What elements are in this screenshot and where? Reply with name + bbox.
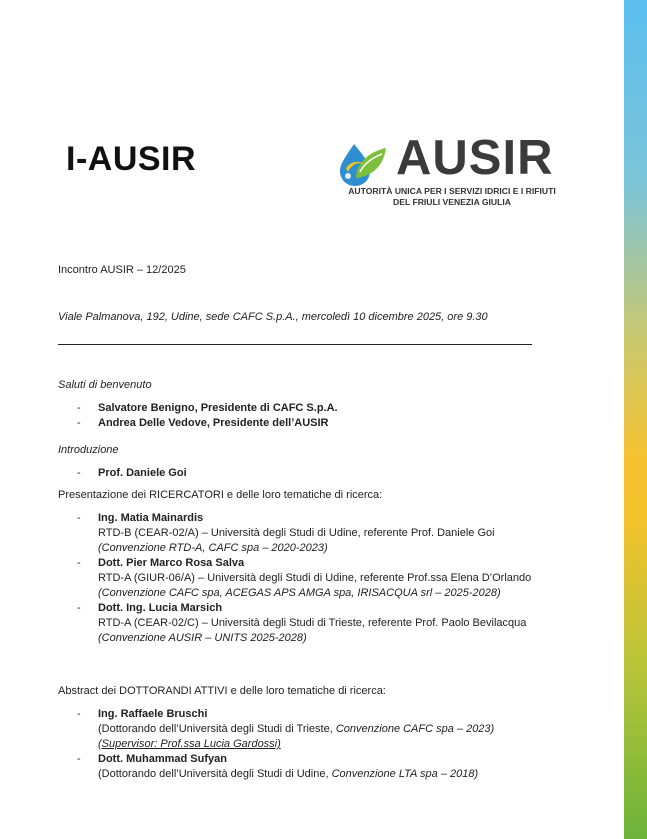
researcher-name: Dott. Pier Marco Rosa Salva (98, 557, 245, 569)
list-dash: - (77, 402, 81, 414)
researcher-item (58, 556, 618, 601)
researcher-item (58, 601, 618, 646)
list-dash: - (77, 708, 81, 720)
researcher-role: RTD-A (GIUR-06/A) – Università degli Studi di Udine, referente Prof.ssa Elena D’Orlando (98, 572, 532, 584)
researcher-role: RTD-B (CEAR-02/A) – Università degli Studi di Udine, referente Prof. Daniele Goi (98, 527, 495, 539)
meeting-title: Incontro AUSIR – 12/2025 (58, 264, 186, 276)
researchers-label: Presentazione dei RICERCATORI e delle loro tematiche di ricerca: (58, 489, 383, 501)
intro-list (58, 466, 618, 481)
list-dash: - (77, 557, 81, 569)
agenda-content (58, 378, 618, 782)
list-item (58, 466, 618, 481)
phd-convention: Convenzione LTA spa – 2018) (331, 768, 479, 780)
document-title: I-AUSIR (66, 140, 197, 178)
list-dash: - (77, 417, 81, 429)
welcome-list (58, 401, 618, 431)
researcher-name: Dott. Ing. Lucia Marsich (98, 602, 223, 614)
phd-affiliation-text: (Dottorando dell’Università degli Studi di Udine, (98, 768, 332, 780)
phd-name: Dott. Muhammad Sufyan (98, 753, 227, 765)
phd-supervisor: (Supervisor: Prof.ssa Lucia Gardossi) (98, 738, 281, 750)
water-drop-leaf-icon (336, 138, 392, 188)
researchers-list (58, 511, 618, 646)
list-dash: - (77, 602, 81, 614)
phd-affiliation (98, 722, 618, 737)
researcher-note: (Convenzione AUSIR – UNITS 2025-2028) (98, 632, 307, 644)
researcher-role: RTD-A (CEAR-02/C) – Università degli Studi di Trieste, referente Prof. Paolo Bevilacqua (98, 617, 527, 629)
phd-item (58, 707, 618, 752)
intro-speaker: Prof. Daniele Goi (98, 467, 187, 479)
logo-subtitle (340, 186, 564, 208)
phd-affiliation-text: (Dottorando dell’Università degli Studi di Trieste, (98, 723, 336, 735)
logo-subtitle-line1: AUTORITÀ UNICA PER I SERVIZI IDRICI E I RIFIUTI (348, 186, 556, 196)
phd-list (58, 707, 618, 782)
phd-convention: Convenzione CAFC spa – 2023) (335, 723, 495, 735)
phd-item (58, 752, 618, 782)
phd-label: Abstract dei DOTTORANDI ATTIVI e delle loro tematiche di ricerca: (58, 685, 386, 697)
researcher-name: Ing. Matia Mainardis (98, 512, 204, 524)
divider-line (58, 344, 532, 345)
list-dash: - (77, 467, 81, 479)
logo-subtitle-line2: DEL FRIULI VENEZIA GIULIA (393, 197, 511, 207)
list-item (58, 416, 618, 431)
welcome-label: Saluti di benvenuto (58, 379, 152, 391)
decorative-side-bar (624, 0, 647, 839)
researcher-note: (Convenzione RTD-A, CAFC spa – 2020-2023) (98, 542, 328, 554)
welcome-speaker: Andrea Delle Vedove, Presidente dell’AUSIR (98, 417, 329, 429)
list-item (58, 401, 618, 416)
list-dash: - (77, 512, 81, 524)
venue-line: Viale Palmanova, 192, Udine, sede CAFC S.p.A., mercoledì 10 dicembre 2025, ore 9.30 (58, 311, 488, 323)
welcome-speaker: Salvatore Benigno, Presidente di CAFC S.p.A. (98, 402, 338, 414)
list-dash: - (77, 753, 81, 765)
phd-affiliation (98, 767, 618, 782)
phd-name: Ing. Raffaele Bruschi (98, 708, 208, 720)
intro-label: Introduzione (58, 444, 119, 456)
ausir-logo (336, 131, 566, 214)
researcher-note: (Convenzione CAFC spa, ACEGAS APS AMGA spa, IRISACQUA srl – 2025-2028) (98, 587, 501, 599)
researcher-item (58, 511, 618, 556)
logo-wordmark: AUSIR (396, 131, 554, 185)
